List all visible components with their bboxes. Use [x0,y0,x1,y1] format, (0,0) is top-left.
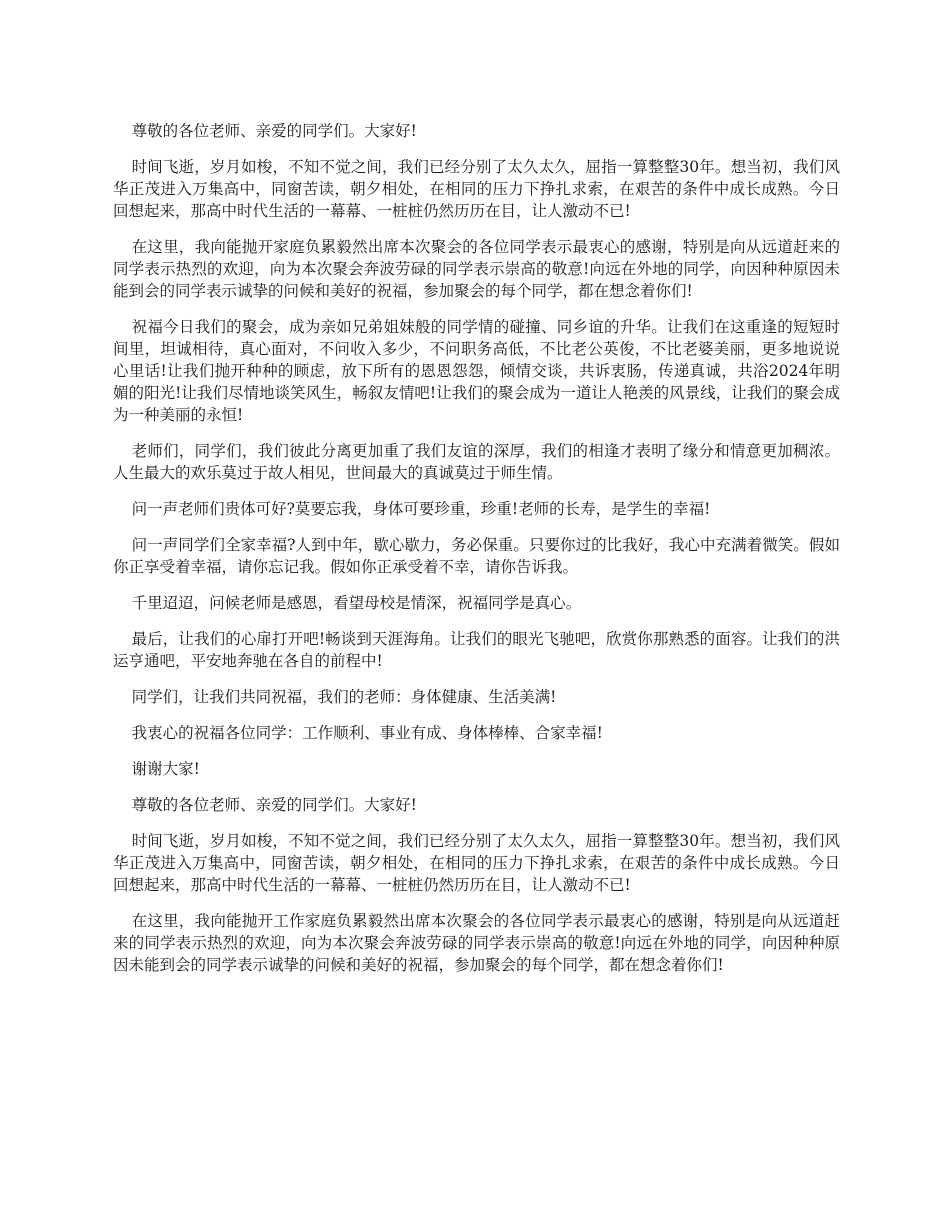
paragraph-ask-classmates: 问一声同学们全家幸福?人到中年，歇心歇力，务必保重。只要你过的比我好，我心中充满着微笑。假如你正享受着幸福，请你忘记我。假如你正承受着不幸，请你告诉我。 [113,536,840,576]
paragraph-wish-classmates: 我衷心的祝福各位同学：工作顺利、事业有成、身体棒棒、合家幸福! [131,724,603,742]
paragraph-greeting-repeat: 尊敬的各位老师、亲爱的同学们。大家好! [131,796,417,814]
paragraph-finally: 最后，让我们的心扉打开吧!畅谈到天涯海角。让我们的眼光飞驰吧，欣赏你那熟悉的面容。让我们的洪运亨通吧，平安地奔驰在各自的前程中! [113,630,840,670]
document-body [113,120,840,990]
paragraph-wish-teachers: 同学们，让我们共同祝福，我们的老师：身体健康、生活美满! [131,688,557,706]
paragraph-greeting: 尊敬的各位老师、亲爱的同学们。大家好! [131,122,417,140]
paragraph-blessing-gathering: 祝福今日我们的聚会，成为亲如兄弟姐妹般的同学情的碰撞、同乡谊的升华。让我们在这重逢的短短时间里，坦诚相待，真心面对，不问收入多少，不问职务高低，不比老公英俊，不比老婆美丽，更多地说说心里话!让我们抛开种种的顾虑，放下所有的恩恩怨怨，倾情交谈，共诉衷肠，传递真诚，共浴2024年明媚的阳光!让我们尽情地谈笑风生，畅叙友情吧!让我们的聚会成为一道让人艳羡的风景线，让我们的聚会成为一种美丽的永恒! [113,318,840,424]
paragraph-thank-you: 谢谢大家! [131,760,200,778]
paragraph-time-flies-repeat: 时间飞逝，岁月如梭，不知不觉之间，我们已经分别了太久太久，屈指一算整整30年。想当初，我们风华正茂进入万集高中，同窗苦读，朝夕相处，在相同的压力下挣扎求索，在艰苦的条件中成长成熟。今日回想起来，那高中时代生活的一幕幕、一桩桩仍然历历在目，让人激动不已! [113,832,840,894]
paragraph-teachers-classmates: 老师们，同学们，我们彼此分离更加重了我们友谊的深厚，我们的相逢才表明了缘分和情意更加稠浓。人生最大的欢乐莫过于故人相见，世间最大的真诚莫过于师生情。 [113,442,840,482]
paragraph-thanks: 在这里，我向能抛开家庭负累毅然出席本次聚会的各位同学表示最衷心的感谢，特别是向从远道赶来的同学表示热烈的欢迎，向为本次聚会奔波劳碌的同学表示崇高的敬意!向远在外地的同学，向因种种原因未能到会的同学表示诚挚的问候和美好的祝福，参加聚会的每个同学，都在想念着你们! [113,238,840,300]
paragraph-time-flies: 时间飞逝，岁月如梭，不知不觉之间，我们已经分别了太久太久，屈指一算整整30年。想当初，我们风华正茂进入万集高中，同窗苦读，朝夕相处，在相同的压力下挣扎求索，在艰苦的条件中成长成熟。今日回想起来，那高中时代生活的一幕幕、一桩桩仍然历历在目，让人激动不已! [113,158,840,220]
paragraph-thanks-repeat: 在这里，我向能抛开工作家庭负累毅然出席本次聚会的各位同学表示最衷心的感谢，特别是向从远道赶来的同学表示热烈的欢迎，向为本次聚会奔波劳碌的同学表示崇高的敬意!向远在外地的同学，向因种种原因未能到会的同学表示诚挚的问候和美好的祝福，参加聚会的每个同学，都在想念着你们! [113,912,840,974]
paragraph-ask-teachers: 问一声老师们贵体可好?莫要忘我，身体可要珍重，珍重!老师的长寿，是学生的幸福! [131,500,711,518]
paragraph-greetings-afar: 千里迢迢，问候老师是感恩，看望母校是情深，祝福同学是真心。 [131,594,582,612]
